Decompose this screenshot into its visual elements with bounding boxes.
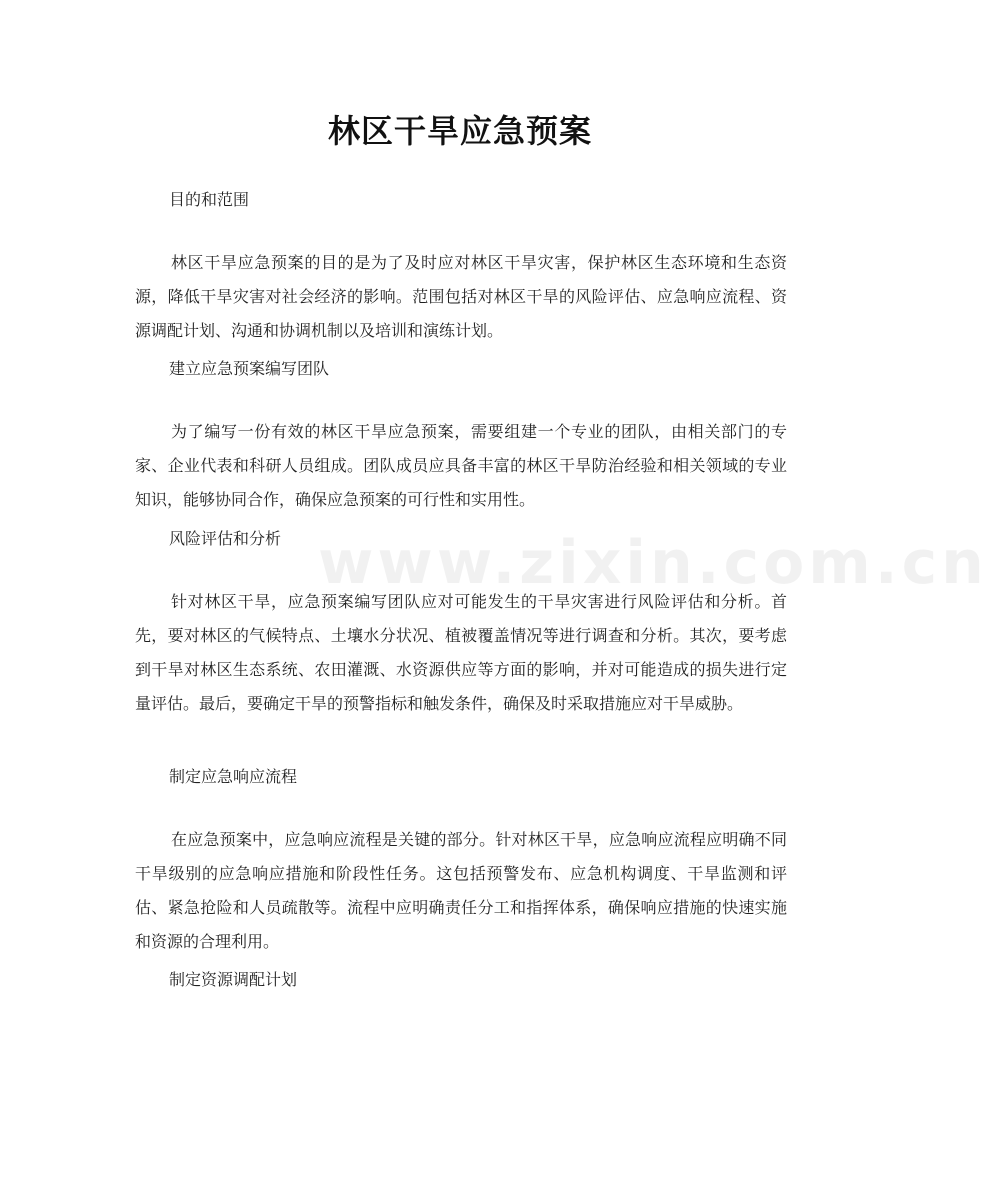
section-resource-plan — [135, 963, 787, 997]
section-heading: 制定应急响应流程 — [169, 767, 298, 786]
section-paragraph: 林区干旱应急预案的目的是为了及时应对林区干旱灾害，保护林区生态环境和生态资源，降低干旱灾害对社会经济的影响。范围包括对林区干旱的风险评估、应急响应流程、资源调配计划、沟通和协调机制以及培训和演练计划。 — [135, 253, 787, 340]
section-paragraph: 为了编写一份有效的林区干旱应急预案，需要组建一个专业的团队，由相关部门的专家、企业代表和科研人员组成。团队成员应具备丰富的林区干旱防治经验和相关领域的专业知识，能够协同合作，确保应急预案的可行性和实用性。 — [135, 422, 787, 509]
section-purpose-scope — [135, 183, 787, 348]
section-heading: 风险评估和分析 — [169, 529, 282, 548]
section-response-process — [135, 760, 787, 959]
section-heading: 建立应急预案编写团队 — [169, 359, 330, 378]
section-team — [135, 352, 787, 517]
watermark: www.zixin.com.cn — [318, 528, 988, 598]
section-paragraph: 在应急预案中，应急响应流程是关键的部分。针对林区干旱，应急响应流程应明确不同干旱级别的应急响应措施和阶段性任务。这包括预警发布、应急机构调度、干旱监测和评估、紧急抢险和人员疏散等。流程中应明确责任分工和指挥体系，确保响应措施的快速实施和资源的合理利用。 — [135, 830, 787, 951]
document-title: 林区干旱应急预案 — [327, 112, 592, 150]
section-heading: 制定资源调配计划 — [169, 970, 298, 989]
section-risk-assessment — [135, 522, 787, 721]
section-paragraph: 针对林区干旱，应急预案编写团队应对可能发生的干旱灾害进行风险评估和分析。首先，要对林区的气候特点、土壤水分状况、植被覆盖情况等进行调查和分析。其次，要考虑到干旱对林区生态系统、农田灌溉、水资源供应等方面的影响，并对可能造成的损失进行定量评估。最后，要确定干旱的预警指标和触发条件，确保及时采取措施应对干旱威胁。 — [135, 592, 787, 713]
section-heading: 目的和范围 — [169, 190, 250, 209]
